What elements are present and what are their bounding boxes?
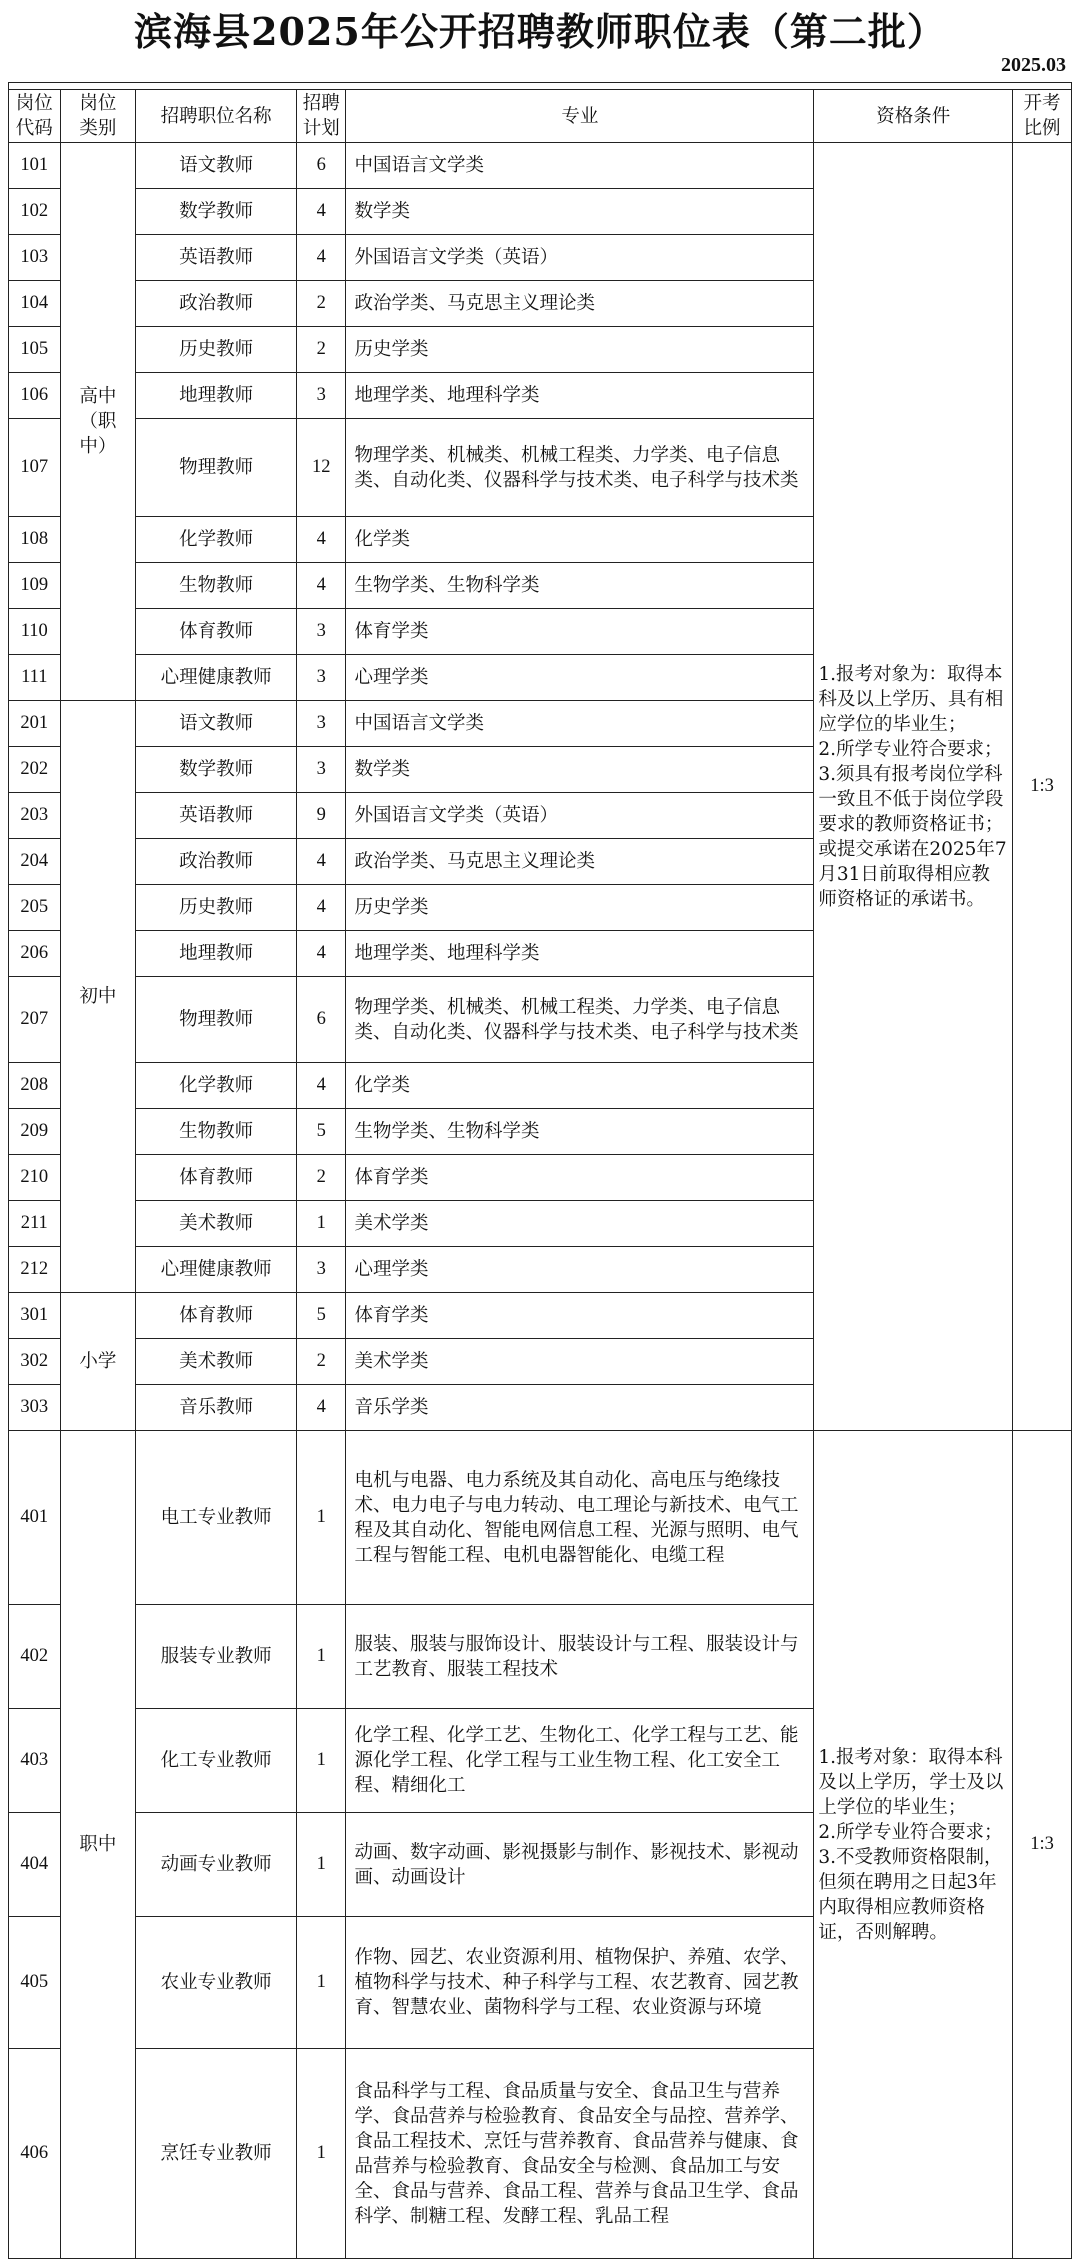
major-requirement: 作物、园艺、农业资源利用、植物保护、养殖、农学、植物科学与技术、种子科学与工程、农艺教育、园艺教育、智慧农业、菌物科学与工程、农业资源与环境 [346,1917,814,2049]
category-cell: 小学 [60,1293,136,1431]
position-name: 历史教师 [136,885,297,931]
position-name: 地理教师 [136,931,297,977]
position-code: 302 [9,1339,61,1385]
header-ratio: 开考 比例 [1013,90,1072,143]
position-name: 数学教师 [136,189,297,235]
position-code: 206 [9,931,61,977]
position-name: 语文教师 [136,701,297,747]
position-name: 电工专业教师 [136,1431,297,1605]
major-requirement: 体育学类 [346,1293,814,1339]
major-requirement: 食品科学与工程、食品质量与安全、食品卫生与营养学、食品营养与检验教育、食品安全与品控、营养学、食品工程技术、烹饪与营养教育、食品营养与健康、食品营养与检验教育、食品安全与检测、食品加工与安全、食品与营养、食品工程、营养与食品卫生学、食品科学、制糖工程、发酵工程、乳品工程 [346,2049,814,2259]
plan-count: 2 [297,1339,346,1385]
plan-count: 5 [297,1293,346,1339]
major-requirement: 体育学类 [346,1155,814,1201]
plan-count: 9 [297,793,346,839]
position-name: 政治教师 [136,281,297,327]
position-name: 体育教师 [136,609,297,655]
position-name: 化工专业教师 [136,1709,297,1813]
qualification-line: 2.所学专业符合要求； [818,1821,1003,1843]
position-code: 403 [9,1709,61,1813]
position-code: 204 [9,839,61,885]
major-requirement: 物理学类、机械类、机械工程类、力学类、电子信息类、自动化类、仪器科学与技术类、电子科学与技术类 [346,977,814,1063]
position-name: 农业专业教师 [136,1917,297,2049]
major-requirement: 心理学类 [346,1247,814,1293]
major-requirement: 美术学类 [346,1339,814,1385]
major-requirement: 外国语言文学类（英语） [346,235,814,281]
position-name: 心理健康教师 [136,1247,297,1293]
position-code: 404 [9,1813,61,1917]
major-requirement: 化学类 [346,1063,814,1109]
position-name: 生物教师 [136,1109,297,1155]
plan-count: 1 [297,2049,346,2259]
plan-count: 3 [297,373,346,419]
major-requirement: 电机与电器、电力系统及其自动化、高电压与绝缘技术、电力电子与电力转动、电工理论与新技术、电气工程及其自动化、智能电网信息工程、光源与照明、电气工程与智能工程、电机电器智能化、电缆工程 [346,1431,814,1605]
position-code: 109 [9,563,61,609]
plan-count: 1 [297,1709,346,1813]
category-cell: 职中 [60,1431,136,2259]
position-name: 体育教师 [136,1155,297,1201]
qualification-line: 1.报考对象为：取得本科及以上学历、具有相应学位的毕业生； [818,663,1004,735]
category-cell: 初中 [60,701,136,1293]
major-requirement: 政治学类、马克思主义理论类 [346,281,814,327]
position-name: 美术教师 [136,1339,297,1385]
position-name: 化学教师 [136,1063,297,1109]
position-code: 105 [9,327,61,373]
plan-count: 4 [297,931,346,977]
publish-date: 2025.03 [1001,54,1066,76]
plan-count: 4 [297,189,346,235]
category-line: 高中 [79,386,117,407]
major-requirement: 数学类 [346,747,814,793]
position-code: 205 [9,885,61,931]
plan-count: 4 [297,885,346,931]
position-name: 生物教师 [136,563,297,609]
qualification-line: 3.不受教师资格限制，但须在聘用之日起3年内取得相应教师资格证，否则解聘。 [818,1846,1003,1943]
position-code: 301 [9,1293,61,1339]
table-body [9,143,1072,2259]
position-name: 音乐教师 [136,1385,297,1431]
position-name: 物理教师 [136,977,297,1063]
plan-count: 4 [297,563,346,609]
major-requirement: 心理学类 [346,655,814,701]
position-code: 405 [9,1917,61,2049]
position-code: 303 [9,1385,61,1431]
header-qualification: 资格条件 [814,90,1013,143]
category-line: （职中） [79,411,117,457]
position-name: 政治教师 [136,839,297,885]
major-requirement: 外国语言文学类（英语） [346,793,814,839]
plan-count: 1 [297,1605,346,1709]
plan-count: 3 [297,701,346,747]
position-code: 101 [9,143,61,189]
position-name: 英语教师 [136,235,297,281]
major-requirement: 美术学类 [346,1201,814,1247]
position-code: 106 [9,373,61,419]
position-code: 208 [9,1063,61,1109]
category-cell [60,143,136,701]
plan-count: 3 [297,1247,346,1293]
position-code: 210 [9,1155,61,1201]
major-requirement: 生物学类、生物科学类 [346,563,814,609]
plan-count: 4 [297,235,346,281]
position-code: 104 [9,281,61,327]
plan-count: 3 [297,747,346,793]
position-code: 111 [9,655,61,701]
plan-count: 3 [297,655,346,701]
qualification-line: 1.报考对象：取得本科及以上学历，学士及以上学位的毕业生； [818,1746,1004,1818]
qualification-cell [814,143,1013,1431]
spacer-row [9,83,1072,90]
position-code: 212 [9,1247,61,1293]
major-requirement: 政治学类、马克思主义理论类 [346,839,814,885]
table-row [9,143,1072,189]
plan-count: 5 [297,1109,346,1155]
table-header [9,90,1072,143]
qualification-cell [814,1431,1013,2259]
plan-count: 1 [297,1813,346,1917]
position-name: 历史教师 [136,327,297,373]
position-code: 201 [9,701,61,747]
major-requirement: 地理学类、地理科学类 [346,931,814,977]
major-requirement: 生物学类、生物科学类 [346,1109,814,1155]
ratio-cell: 1:3 [1013,1431,1072,2259]
plan-count: 4 [297,517,346,563]
plan-count: 1 [297,1201,346,1247]
position-code: 202 [9,747,61,793]
major-requirement: 中国语言文学类 [346,143,814,189]
plan-count: 4 [297,1063,346,1109]
major-requirement: 音乐学类 [346,1385,814,1431]
ratio-cell: 1:3 [1013,143,1072,1431]
position-code: 107 [9,419,61,517]
plan-count: 4 [297,839,346,885]
position-name: 语文教师 [136,143,297,189]
major-requirement: 服装、服装与服饰设计、服装设计与工程、服装设计与工艺教育、服装工程技术 [346,1605,814,1709]
major-requirement: 历史学类 [346,885,814,931]
plan-count: 6 [297,977,346,1063]
major-requirement: 中国语言文学类 [346,701,814,747]
position-name: 美术教师 [136,1201,297,1247]
plan-count: 2 [297,1155,346,1201]
header-position: 招聘职位名称 [136,90,297,143]
position-code: 102 [9,189,61,235]
position-code: 103 [9,235,61,281]
position-code: 211 [9,1201,61,1247]
table-row [9,1431,1072,1605]
position-name: 烹饪专业教师 [136,2049,297,2259]
plan-count: 2 [297,327,346,373]
position-code: 402 [9,1605,61,1709]
position-code: 209 [9,1109,61,1155]
position-code: 108 [9,517,61,563]
major-requirement: 数学类 [346,189,814,235]
major-requirement: 动画、数字动画、影视摄影与制作、影视技术、影视动画、动画设计 [346,1813,814,1917]
plan-count: 3 [297,609,346,655]
header-plan: 招聘 计划 [297,90,346,143]
page-title: 滨海县2025年公开招聘教师职位表（第二批） [134,9,946,54]
plan-count: 6 [297,143,346,189]
position-code: 110 [9,609,61,655]
position-name: 服装专业教师 [136,1605,297,1709]
plan-count: 2 [297,281,346,327]
position-name: 数学教师 [136,747,297,793]
position-code: 203 [9,793,61,839]
plan-count: 12 [297,419,346,517]
plan-count: 4 [297,1385,346,1431]
positions-table [8,82,1072,2259]
position-name: 英语教师 [136,793,297,839]
position-name: 体育教师 [136,1293,297,1339]
major-requirement: 物理学类、机械类、机械工程类、力学类、电子信息类、自动化类、仪器科学与技术类、电子科学与技术类 [346,419,814,517]
position-name: 化学教师 [136,517,297,563]
position-code: 401 [9,1431,61,1605]
major-requirement: 化学工程、化学工艺、生物化工、化学工程与工艺、能源化学工程、化学工程与工业生物工程、化工安全工程、精细化工 [346,1709,814,1813]
position-name: 动画专业教师 [136,1813,297,1917]
major-requirement: 体育学类 [346,609,814,655]
position-code: 207 [9,977,61,1063]
plan-count: 1 [297,1431,346,1605]
major-requirement: 化学类 [346,517,814,563]
qualification-line: 3.须具有报考岗位学科一致且不低于岗位学段要求的教师资格证书；或提交承诺在2025年7月31日前取得相应教师资格证的承诺书。 [818,763,1007,910]
position-name: 物理教师 [136,419,297,517]
header-major: 专业 [346,90,814,143]
major-requirement: 地理学类、地理科学类 [346,373,814,419]
major-requirement: 历史学类 [346,327,814,373]
header-code: 岗位 代码 [9,90,61,143]
qualification-line: 2.所学专业符合要求； [818,738,1003,760]
header-category: 岗位 类别 [60,90,136,143]
plan-count: 1 [297,1917,346,2049]
position-name: 心理健康教师 [136,655,297,701]
position-name: 地理教师 [136,373,297,419]
position-code: 406 [9,2049,61,2259]
